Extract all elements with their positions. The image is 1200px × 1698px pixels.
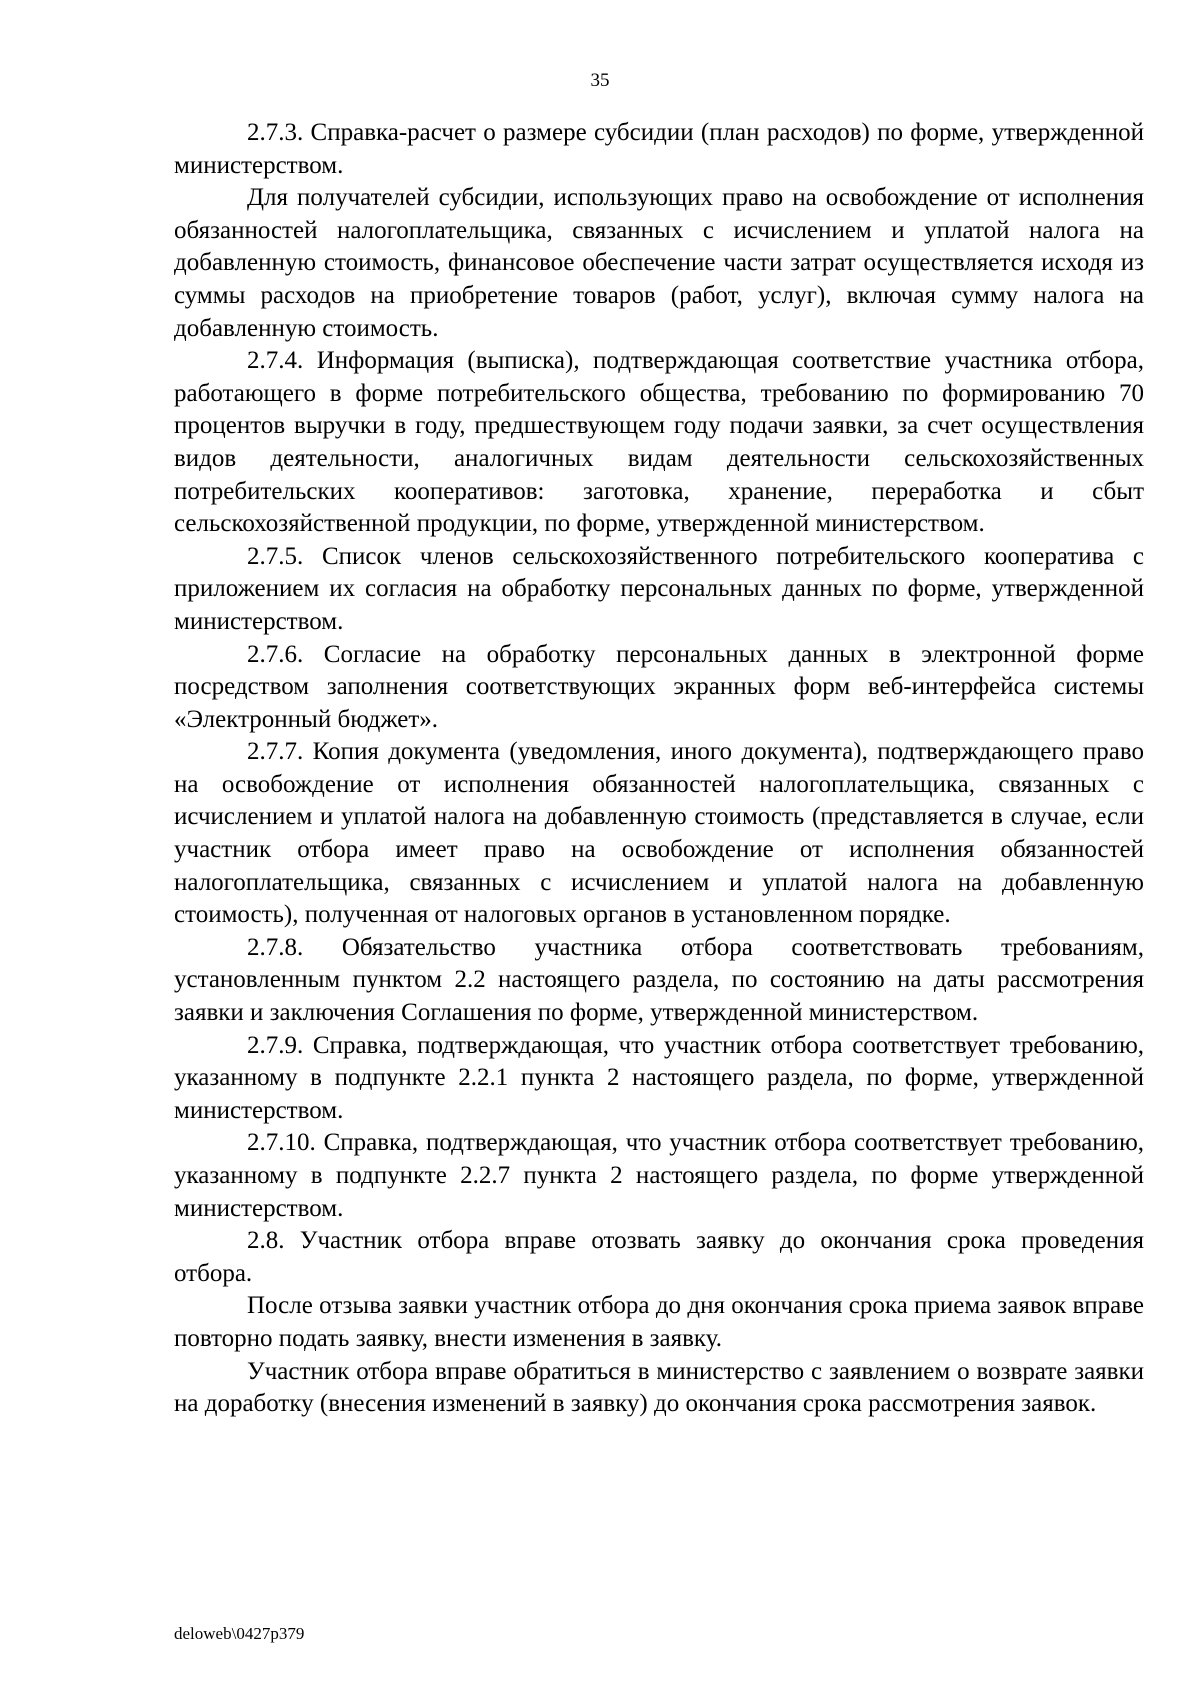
paragraph-2-7-4: 2.7.4. Информация (выписка), подтверждающая соответствие участника отбора, работающего в форме потребительского общества, требованию по формированию 70 процентов выручки в году, предшествующем году подачи заявки, за счет осуществления видов деятельности, аналогичных видам деятельности сельскохозяйственных потребительских кооперативов: заготовка, хранение, переработка и сбыт сельскохозяйственной продукции, по форме, утвержденной министерством. (174, 347, 1144, 538)
paragraph-2-7-8: 2.7.8. Обязательство участника отбора соответствовать требованиям, установленным пунктом 2.2 настоящего раздела, по состоянию на даты рассмотрения заявки и заключения Соглашения по форме, утвержденной министерством. (174, 933, 1144, 1027)
paragraph-2-7-7: 2.7.7. Копия документа (уведомления, иного документа), подтверждающего право на освобождение от исполнения обязанностей налогоплательщика, связанных с исчислением и уплатой налога на добавленную стоимость (представляется в случае, если участник отбора имеет право на освобождение от исполнения обязанностей налогоплательщика, связанных с исчислением и уплатой налога на добавленную стоимость), полученная от налоговых органов в установленном порядке. (174, 738, 1144, 929)
paragraph-withdrawal: После отзыва заявки участник отбора до дня окончания срока приема заявок вправе повторно подать заявку, внести изменения в заявку. (174, 1292, 1144, 1352)
document-body (174, 117, 1144, 1421)
paragraph-2-7-9: 2.7.9. Справка, подтверждающая, что участник отбора соответствует требованию, указанному в подпункте 2.2.1 пункта 2 настоящего раздела, по форме, утвержденной министерством. (174, 1031, 1144, 1124)
paragraph-return-request: Участник отбора вправе обратиться в министерство с заявлением о возврате заявки на доработку (внесения изменений в заявку) до окончания срока рассмотрения заявок. (174, 1357, 1144, 1418)
paragraph-2-8: 2.8. Участник отбора вправе отозвать заявку до окончания срока проведения отбора. (174, 1227, 1144, 1287)
paragraph-2-7-6: 2.7.6. Согласие на обработку персональных данных в электронной форме посредством заполнения соответствующих экранных форм веб-интерфейса системы «Электронный бюджет». (174, 640, 1144, 733)
paragraph-2-7-10: 2.7.10. Справка, подтверждающая, что участник отбора соответствует требованию, указанному в подпункте 2.2.7 пункта 2 настоящего раздела, по форме утвержденной министерством. (174, 1129, 1144, 1222)
paragraph-2-7-5: 2.7.5. Список членов сельскохозяйственного потребительского кооператива с приложением их согласия на обработку персональных данных по форме, утвержденной министерством. (174, 542, 1144, 635)
page-number: 35 (590, 70, 610, 91)
paragraph-vat-note: Для получателей субсидии, использующих право на освобождение от исполнения обязанностей налогоплательщика, связанных с исчислением и уплатой налога на добавленную стоимость, финансовое обеспечение части затрат осуществляется исходя из суммы расходов на приобретение товаров (работ, услуг), включая сумму налога на добавленную стоимость. (174, 184, 1144, 342)
document-code: deloweb\0427p379 (174, 1624, 305, 1643)
paragraph-2-7-3: 2.7.3. Справка-расчет о размере субсидии (план расходов) по форме, утвержденной министерством. (174, 119, 1144, 179)
